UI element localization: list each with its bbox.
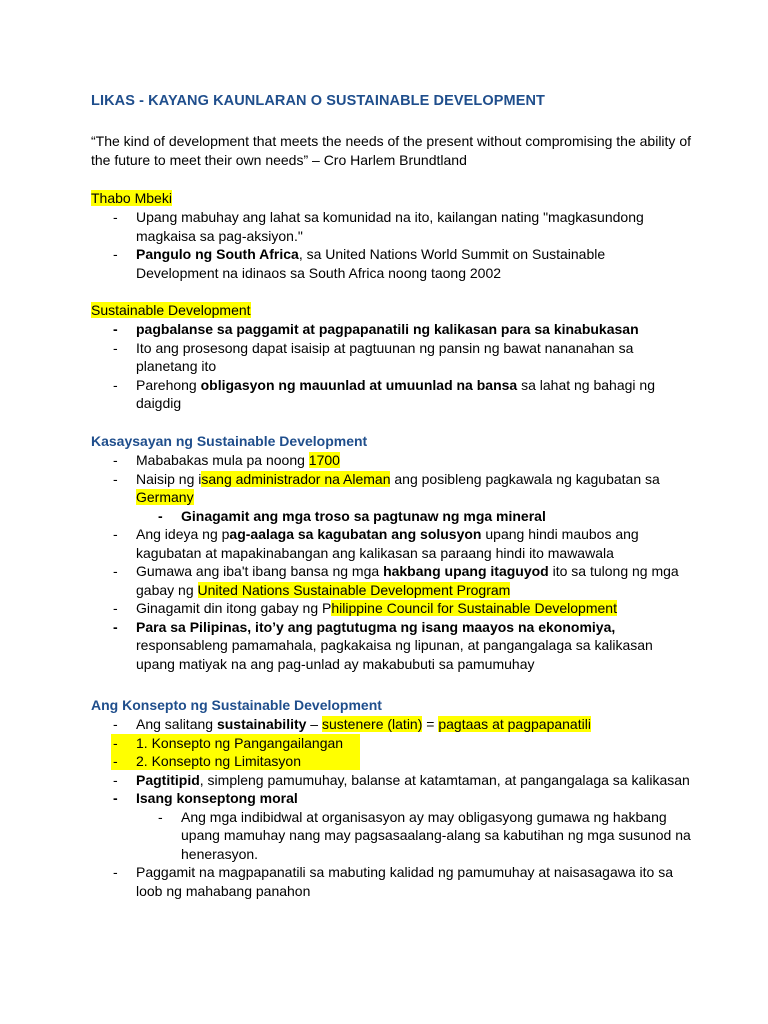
section-heading-thabo-mbeki: Thabo Mbeki <box>91 190 172 206</box>
list-item: - Ang mga indibidwal at organisasyon ay may obligasyong gumawa ng hakbang upang mamuhay nang may pagsasaalang-alang sa kabutihan ng mga susunod na henerasyon. <box>91 808 691 864</box>
list-item: - Mababakas mula pa noong 1700 <box>91 451 691 470</box>
list-item: - 1. Konsepto ng Pangangailangan <box>91 734 691 753</box>
list-item: - Ang ideya ng pag-aalaga sa kagubatan ang solusyon upang hindi maubos ang kagubatan at mapakinabangan ang kalikasan sa paraang hindi ito mawawala <box>91 525 691 562</box>
list-item: - Parehong obligasyon ng mauunlad at umuunlad na bansa sa lahat ng bahagi ng daigdig <box>91 376 691 413</box>
list-item: - Naisip ng isang administrador na Aleman ang posibleng pagkawala ng kagubatan sa Germany <box>91 470 691 507</box>
list-item: - Ito ang prosesong dapat isaisip at pagtuunan ng pansin ng bawat nananahan sa planetang ito <box>91 339 691 376</box>
list-item: - Ang salitang sustainability – sustenere (latin) = pagtaas at pagpapanatili <box>91 715 691 734</box>
section-heading-sustainable-development: Sustainable Development <box>91 302 251 318</box>
sustainable-development-list <box>91 320 691 413</box>
list-item: - Paggamit na magpapanatili sa mabuting kalidad ng pamumuhay at naisasagawa ito sa loob ng mahabang panahon <box>91 863 691 900</box>
kasaysayan-list <box>91 451 691 673</box>
list-item: - Ginagamit ang mga troso sa pagtunaw ng mga mineral <box>91 507 691 526</box>
brundtland-quote: “The kind of development that meets the needs of the present without compromising the ability of the future to meet their own needs” – Cro Harlem Brundtland <box>91 133 691 168</box>
list-item: - pagbalanse sa paggamit at pagpapanatili ng kalikasan para sa kinabukasan <box>91 320 691 339</box>
konsepto-list <box>91 715 691 900</box>
list-item: - Gumawa ang iba't ibang bansa ng mga hakbang upang itaguyod ito sa tulong ng mga gabay ng United Nations Sustainable Development Program <box>91 562 691 599</box>
list-item: - Pagtitipid, simpleng pamumuhay, balanse at katamtaman, at pangangalaga sa kalikasan <box>91 771 691 790</box>
list-item: - 2. Konsepto ng Limitasyon <box>91 752 691 771</box>
list-item: - Para sa Pilipinas, ito’y ang pagtutugma ng isang maayos na ekonomiya, responsableng pamamahala, pagkakaisa ng lipunan, at pangangalaga sa kalikasan upang matiyak na ang pag-unlad ay makabubuti sa pamumuhay <box>91 618 691 674</box>
list-item: - Pangulo ng South Africa, sa United Nations World Summit on Sustainable Development na idinaos sa South Africa noong taong 2002 <box>91 245 691 282</box>
thabo-mbeki-list <box>91 208 691 282</box>
list-item: - Ginagamit din itong gabay ng Philippine Council for Sustainable Development <box>91 599 691 618</box>
document-title: LIKAS - KAYANG KAUNLARAN O SUSTAINABLE DEVELOPMENT <box>91 93 545 109</box>
list-item: - Upang mabuhay ang lahat sa komunidad na ito, kailangan nating "magkasundong magkaisa sa pag-aksiyon." <box>91 208 691 245</box>
section-heading-konsepto: Ang Konsepto ng Sustainable Development <box>91 697 382 713</box>
section-heading-kasaysayan: Kasaysayan ng Sustainable Development <box>91 433 368 449</box>
list-item: - Isang konseptong moral <box>91 789 691 808</box>
